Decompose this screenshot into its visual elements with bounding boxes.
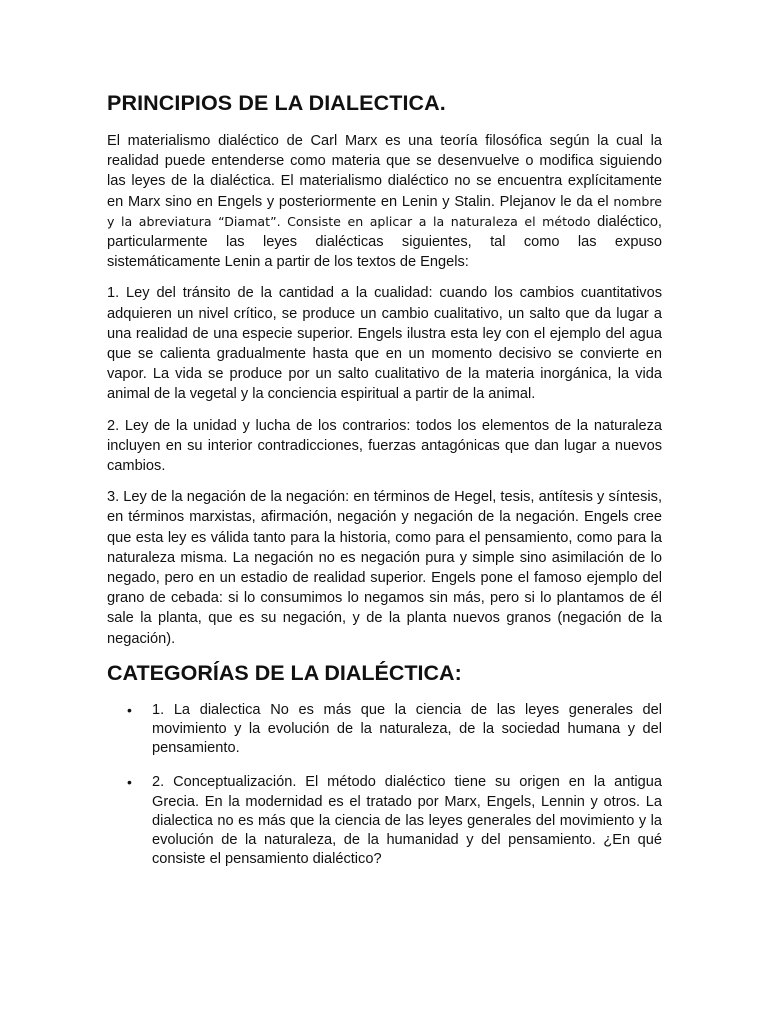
intro-paragraph (107, 131, 662, 272)
intro-text-part2: nombre y la abreviatura “Diamat”. Consiste en aplicar a la naturaleza el método (107, 193, 662, 229)
list-item (107, 701, 662, 759)
categories-list (107, 701, 662, 870)
bullet-icon: • (127, 774, 132, 791)
list-item-text: 1. La dialectica No es más que la ciencia de las leyes generales del movimiento y la evolución de la naturaleza, de la sociedad humana y del pensamiento. (152, 701, 662, 757)
law-paragraph-1: 1. Ley del tránsito de la cantidad a la cualidad: cuando los cambios cuantitativos adquieren un nivel crítico, se produce un cambio cualitativo, un salto que da lugar a una realidad de una especie superior. Engels ilustra esta ley con el ejemplo del agua que se calienta gradualmente hasta que en un momento decisivo se convierte en vapor. La vida se produce por un salto cualitativo de la materia inorgánica, la vida animal de la vegetal y la conciencia espiritual a partir de la animal. (107, 285, 662, 403)
page-title: PRINCIPIOS DE LA DIALECTICA. (107, 91, 446, 115)
section-heading-categorias: CATEGORÍAS DE LA DIALÉCTICA: (107, 660, 462, 685)
document-content (107, 90, 662, 885)
law-paragraph-3: 3. Ley de la negación de la negación: en términos de Hegel, tesis, antítesis y síntesis, en términos marxistas, afirmación, negación y negación de la negación. Engels cree que esta ley es válida tanto para la historia, como para el pensamiento, como para la naturaleza misma. La negación no es negación pura y simple sino asimilación de lo negado, pero en un estadio de realidad superior. Engels pone el famoso ejemplo del grano de cebada: si lo consumimos lo negamos sin más, pero si lo plantamos de él sale la planta, que es su negación, y de la planta nuevos granos (negación de la negación). (107, 489, 662, 647)
law-paragraph-2: 2. Ley de la unidad y lucha de los contrarios: todos los elementos de la naturaleza incluyen en su interior contradicciones, fuerzas antagónicas que dan lugar a nuevos cambios. (107, 417, 662, 475)
list-item-text: 2. Conceptualización. El método dialéctico tiene su origen en la antigua Grecia. En la modernidad es el tratado por Marx, Engels, Lennin y otros. La dialectica no es más que la ciencia de las leyes generales del movimiento y la evolución de la naturaleza, de la humanidad y del pensamiento. ¿En qué consiste el pensamiento dialéctico? (152, 774, 662, 868)
intro-text-part1: El materialismo dialéctico de Carl Marx es una teoría filosófica según la cual la realidad puede entenderse como materia que se desenvuelve o modifica siguiendo las leyes de la dialéctica. El materialismo dialéctico no se encuentra explícitamente en Marx sino en Engels y posteriormente en Lenin y Stalin. Plejanov le da el (107, 133, 662, 210)
bullet-icon: • (127, 701, 132, 718)
list-item (107, 773, 662, 869)
intro-text-part3: dialéctico, particularmente las leyes dialécticas siguientes, tal como las expuso sistemáticamente Lenin a partir de los textos de Engels: (107, 213, 662, 271)
